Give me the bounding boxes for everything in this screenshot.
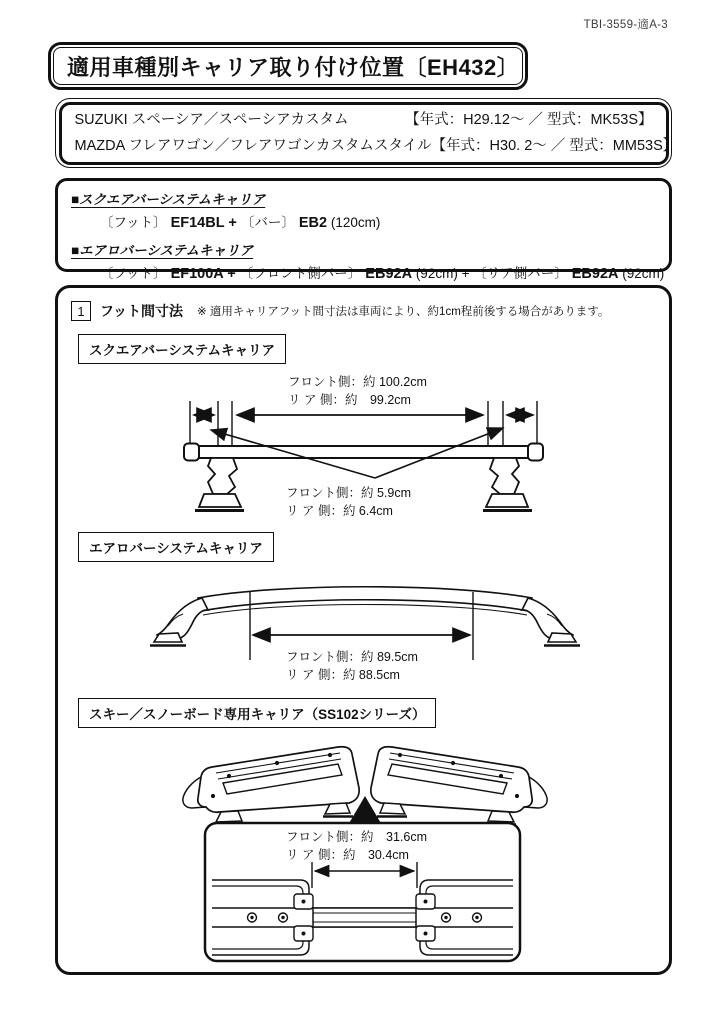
document-code: TBI-3559-適A-3 <box>583 19 668 31</box>
part-code: EF100A + <box>166 266 240 282</box>
left-wing-foot <box>150 598 208 646</box>
vehicle-name: SUZUKI スペーシア／スペーシアカスタム <box>74 112 349 128</box>
cross-bar <box>184 444 543 461</box>
title-box <box>48 42 528 90</box>
part-label: 〔フット〕 <box>100 266 167 281</box>
vehicle-row-mazda <box>74 133 678 159</box>
page-title: 適用車種別キャリア取り付け位置〔EH432〕 <box>53 47 523 85</box>
vehicle-spec: 【年式：H30. 2～ ／ 型式：MM53S】 <box>431 138 678 154</box>
part-label: 〔フット〕 <box>100 215 167 230</box>
ski-carrier-diagram-label: スキー／スノーボード専用キャリア（SS102シリーズ） <box>78 698 436 728</box>
part-code: EF14BL + <box>166 215 241 231</box>
part-size: (92cm) + <box>412 266 474 281</box>
square-bar-system-parts <box>100 211 659 231</box>
dimension-rear: リ ア 側：約 6.4cm <box>286 503 393 518</box>
left-foot <box>195 458 244 511</box>
part-code: EB92A <box>361 266 413 282</box>
part-code: EB92A <box>567 266 619 282</box>
vehicle-name: MAZDA フレアワゴン／フレアワゴンカスタムスタイル <box>74 138 432 154</box>
square-bar-offset-dimensions <box>286 485 411 520</box>
part-size: (92cm) <box>618 266 665 281</box>
section-number: 1 <box>71 301 91 321</box>
carrier-systems-box <box>55 178 672 282</box>
ski-carrier-diagram <box>62 738 665 965</box>
aero-bar-diagram-label: エアロバーシステムキャリア <box>78 532 274 562</box>
square-bar-system-heading: ■スクエアバーシステムキャリア <box>71 192 266 207</box>
right-wing-foot <box>522 598 580 646</box>
dimension-front: フロント側：約 100.2cm <box>288 375 427 389</box>
part-label: 〔バー〕 <box>240 215 295 230</box>
dimension-rear: リ ア 側：約 88.5cm <box>286 667 400 682</box>
section-note: ※ 適用キャリアフット間寸法は車両により、約1cm程前後する場合があります。 <box>197 306 610 318</box>
square-bar-span-dimensions <box>288 374 427 409</box>
aero-bar-body <box>198 587 532 615</box>
section-header <box>71 301 609 321</box>
vehicle-row-suzuki <box>75 107 653 133</box>
part-label: 〔フロント側バー〕 <box>239 266 362 281</box>
part-size: (120cm) <box>327 215 381 230</box>
right-foot <box>483 458 532 511</box>
aero-bar-system-parts <box>100 262 665 282</box>
vehicle-applicability-inner <box>59 102 678 165</box>
vehicle-applicability-box <box>55 98 678 168</box>
dimension-rear: リ ア 側：約 99.2cm <box>288 392 411 407</box>
left-ski-carrier-unit <box>183 747 359 825</box>
part-code: EB2 <box>294 215 328 231</box>
dimension-front: フロント側：約 31.6cm <box>286 830 427 844</box>
ski-gap-dimensions <box>286 829 427 864</box>
dimension-front: フロント側：約 89.5cm <box>286 650 418 664</box>
square-bar-diagram <box>62 371 665 523</box>
foot-dimensions-box <box>55 285 672 975</box>
square-bar-diagram-label: スクエアバーシステムキャリア <box>78 334 286 364</box>
right-ski-carrier-unit <box>371 747 547 825</box>
section-title: フット間寸法 <box>100 303 184 319</box>
part-label: 〔リア側バー〕 <box>473 266 568 281</box>
aero-bar-diagram <box>62 568 665 693</box>
aero-bar-span-dimensions <box>286 649 418 684</box>
aero-bar-system-heading: ■エアロバーシステムキャリア <box>71 243 254 258</box>
dimension-rear: リ ア 側：約 30.4cm <box>286 847 409 862</box>
vehicle-spec: 【年式：H29.12～ ／ 型式：MK53S】 <box>405 112 653 128</box>
dimension-front: フロント側：約 5.9cm <box>286 486 412 500</box>
